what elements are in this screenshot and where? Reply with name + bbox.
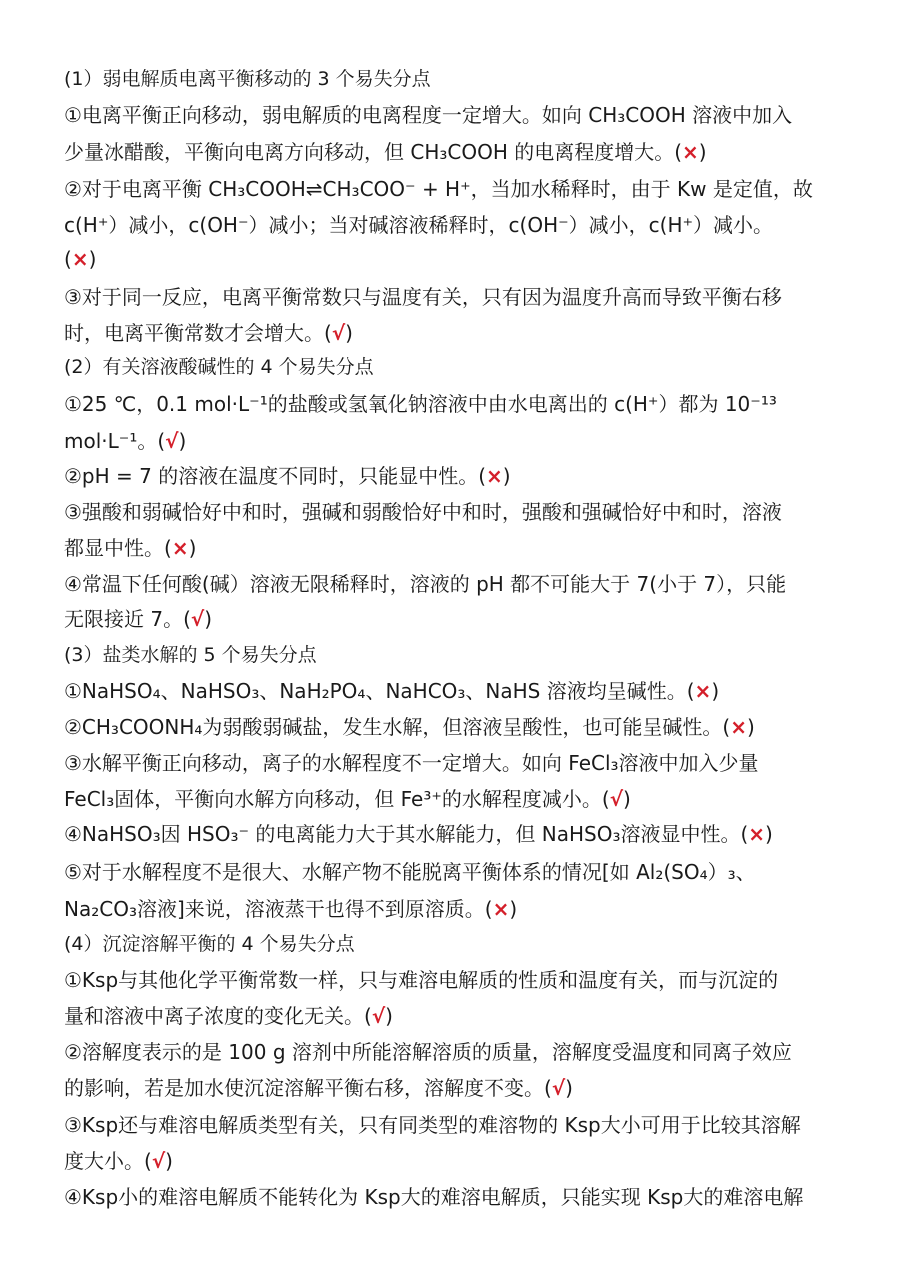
section-heading: (4）沉淀溶解平衡的 4 个易失分点 <box>64 933 355 955</box>
cross-mark: × <box>486 464 503 488</box>
item-line: ③水解平衡正向移动，离子的水解程度不一定增大。如向 FeCl₃溶液中加入少量 <box>64 751 759 775</box>
section-heading: (3）盐类水解的 5 个易失分点 <box>64 644 317 666</box>
check-mark: √ <box>609 787 624 811</box>
item-line: ①电离平衡正向移动，弱电解质的电离程度一定增大。如向 CH₃COOH 溶液中加入 <box>64 103 793 127</box>
cross-mark: × <box>71 247 89 271</box>
cross-mark: × <box>171 536 189 560</box>
item-line: ④常温下任何酸(碱）溶液无限稀释时，溶液的 pH 都不可能大于 7(小于 7），只能 <box>64 572 787 596</box>
item-line: Na₂CO₃溶液]来说，溶液蒸干也得不到原溶质。(×) <box>64 897 518 921</box>
item-line: (×) <box>64 247 97 271</box>
item-line: ⑤对于水解程度不是很大、水解产物不能脱离平衡体系的情况[如 Al₂(SO₄）₃、 <box>64 860 756 884</box>
section-heading: (1）弱电解质电离平衡移动的 3 个易失分点 <box>64 68 431 90</box>
item-line: ③Ksp还与难溶电解质类型有关，只有同类型的难溶物的 Ksp大小可用于比较其溶解 <box>64 1113 801 1137</box>
item-line: ②CH₃COONH₄为弱酸弱碱盐，发生水解，但溶液呈酸性，也可能呈碱性。(×) <box>64 715 755 739</box>
item-line: c(H⁺）减小，c(OH⁻）减小；当对碱溶液稀释时，c(OH⁻）减小，c(H⁺）减小。 <box>64 213 774 237</box>
check-mark: √ <box>551 1076 566 1100</box>
item-line: ①25 ℃，0.1 mol·L⁻¹的盐酸或氢氧化钠溶液中由水电离出的 c(H⁺）都为 10⁻¹³ <box>64 392 777 416</box>
cross-mark: × <box>694 679 712 703</box>
cross-mark: × <box>682 140 699 164</box>
item-line: ③强酸和弱碱恰好中和时，强碱和弱酸恰好中和时，强酸和强碱恰好中和时，溶液 <box>64 500 782 524</box>
item-line: ④Ksp小的难溶电解质不能转化为 Ksp大的难溶电解质，只能实现 Ksp大的难溶电解 <box>64 1185 804 1209</box>
item-line: 都显中性。(×) <box>64 536 197 560</box>
item-line: ④NaHSO₃因 HSO₃⁻ 的电离能力大于其水解能力，但 NaHSO₃溶液显中性。(×) <box>64 822 773 846</box>
item-line: 少量冰醋酸，平衡向电离方向移动，但 CH₃COOH 的电离程度增大。(×) <box>64 140 707 164</box>
check-mark: √ <box>165 429 179 453</box>
item-line: 无限接近 7。(√) <box>64 607 213 631</box>
item-line: ②pH = 7 的溶液在温度不同时，只能显中性。(×) <box>64 464 511 488</box>
item-line: mol·L⁻¹。(√) <box>64 429 187 453</box>
check-mark: √ <box>190 607 205 631</box>
check-mark: √ <box>371 1004 386 1028</box>
item-line: ①NaHSO₄、NaHSO₃、NaH₂PO₄、NaHCO₃、NaHS 溶液均呈碱性。(×) <box>64 679 720 703</box>
cross-mark: × <box>492 897 510 921</box>
check-mark: √ <box>151 1149 166 1173</box>
item-line: ③对于同一反应，电离平衡常数只与温度有关，只有因为温度升高而导致平衡右移 <box>64 285 782 309</box>
section-heading: (2）有关溶液酸碱性的 4 个易失分点 <box>64 356 374 378</box>
item-line: 时，电离平衡常数才会增大。(√) <box>64 321 353 345</box>
check-mark: √ <box>331 321 346 345</box>
cross-mark: × <box>748 822 766 846</box>
item-line: 度大小。(√) <box>64 1149 173 1173</box>
item-line: 的影响，若是加水使沉淀溶解平衡右移，溶解度不变。(√) <box>64 1076 573 1100</box>
item-line: ①Ksp与其他化学平衡常数一样，只与难溶电解质的性质和温度有关，而与沉淀的 <box>64 968 779 992</box>
cross-mark: × <box>730 715 747 739</box>
item-line: ②溶解度表示的是 100 g 溶剂中所能溶解溶质的质量，溶解度受温度和同离子效应 <box>64 1040 792 1064</box>
item-line: 量和溶液中离子浓度的变化无关。(√) <box>64 1004 393 1028</box>
item-line: FeCl₃固体，平衡向水解方向移动，但 Fe³⁺的水解程度减小。(√) <box>64 787 631 811</box>
item-line: ②对于电离平衡 CH₃COOH⇌CH₃COO⁻ + H⁺，当加水稀释时，由于 Kw 是定值，故 <box>64 177 813 201</box>
